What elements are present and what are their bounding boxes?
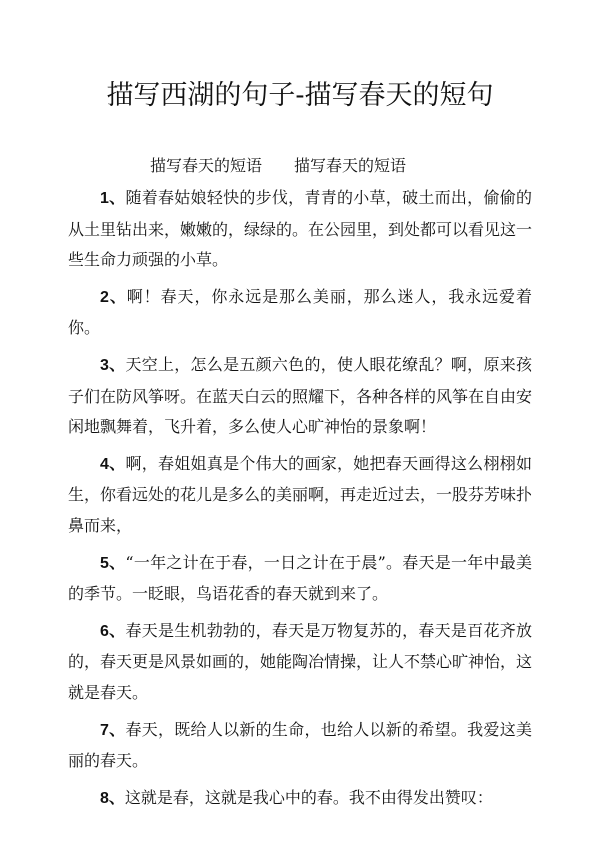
paragraph-5 bbox=[68, 548, 532, 610]
paragraph-number: 3、 bbox=[100, 356, 126, 374]
paragraph-number: 1、 bbox=[100, 190, 126, 207]
paragraph-number: 8、 bbox=[100, 789, 125, 807]
paragraph-text: 春天是生机勃勃的，春天是万物复苏的，春天是百花齐放的，春天更是风景如画的，她能陶冶情操，让人不禁心旷神怡，这就是春天。 bbox=[68, 620, 533, 702]
paragraph-text: 啊，春姐姐真是个伟大的画家，她把春天画得这么栩栩如生，你看远处的花儿是多么的美丽啊，再走近过去，一股芬芳味扑鼻而来， bbox=[68, 453, 533, 535]
paragraph-text: 随着春姑娘轻快的步伐，青青的小草，破土而出，偷偷的从土里钻出来，嫩嫩的，绿绿的。在公园里，到处都可以看见这一些生命力顽强的小草。 bbox=[68, 188, 533, 270]
page-title: 描写西湖的句子-描写春天的短句 bbox=[106, 80, 494, 111]
paragraph-text: 天空上，怎么是五颜六色的，使人眼花缭乱？啊，原来孩子们在防风筝呀。在蓝天白云的照耀下，各种各样的风筝在自由安闲地飘舞着，飞升着，多么使人心旷神怡的景象啊！ bbox=[68, 354, 533, 437]
paragraph-7 bbox=[68, 715, 532, 777]
paragraph-4 bbox=[68, 449, 532, 542]
paragraph-text: 啊！春天，你永远是那么美丽，那么迷人，我永远爱着你。 bbox=[68, 286, 532, 338]
subtitle-right: 描写春天的短语 bbox=[294, 156, 407, 175]
paragraph-text: 这就是春，这就是我心中的春。我不由得发出赞叹： bbox=[124, 787, 493, 807]
paragraph-number: 4、 bbox=[100, 455, 126, 473]
paragraph-number: 7、 bbox=[100, 721, 126, 739]
subtitle-left: 描写春天的短语 bbox=[150, 156, 263, 175]
paragraph-number: 5、 bbox=[100, 554, 126, 572]
paragraph-3 bbox=[68, 350, 532, 443]
paragraph-number: 2、 bbox=[100, 288, 127, 306]
paragraph-1 bbox=[68, 183, 532, 276]
paragraph-8 bbox=[68, 783, 532, 815]
paragraph-text: 春天，既给人以新的生命，也给人以新的希望。我爱这美丽的春天。 bbox=[68, 719, 532, 771]
paragraph-2 bbox=[68, 282, 532, 344]
paragraph-6 bbox=[68, 616, 532, 709]
subtitle-row bbox=[150, 154, 406, 178]
paragraph-number: 6、 bbox=[100, 622, 126, 640]
paragraph-text: “一年之计在于春，一日之计在于晨”。春天是一年中最美的季节。一眨眼，鸟语花香的春天就到来了。 bbox=[68, 552, 532, 604]
article-body bbox=[68, 183, 532, 820]
